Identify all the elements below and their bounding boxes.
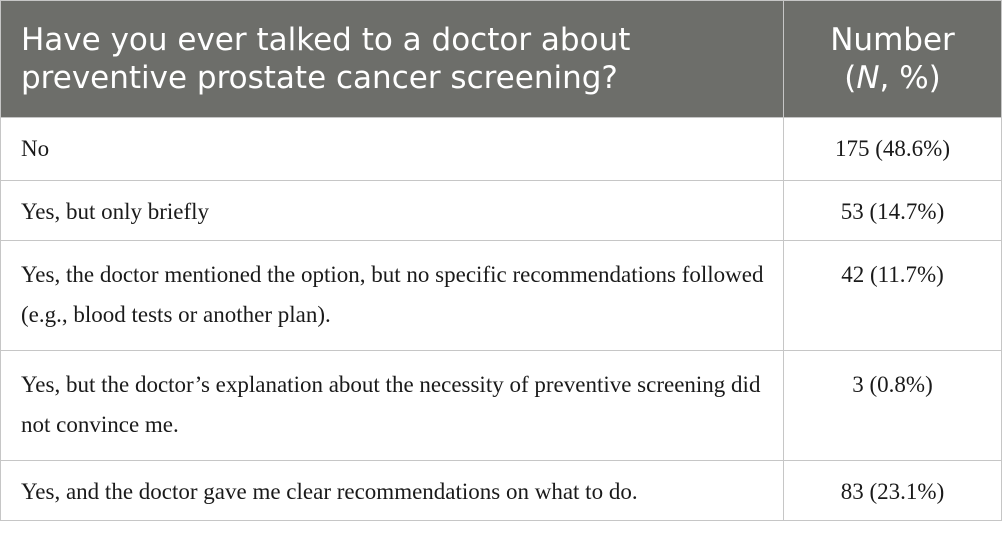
- value-cell: 3 (0.8%): [784, 351, 1002, 461]
- number-header-suffix: , %): [879, 60, 941, 96]
- answer-cell: Yes, but only briefly: [1, 181, 784, 241]
- question-header: Have you ever talked to a doctor about preventive prostate cancer screening?: [1, 1, 784, 118]
- table-row: [1, 351, 1002, 461]
- value-cell: 53 (14.7%): [784, 181, 1002, 241]
- table-row: [1, 241, 1002, 351]
- value-cell: 42 (11.7%): [784, 241, 1002, 351]
- number-header: [784, 1, 1002, 118]
- value-cell: 83 (23.1%): [784, 461, 1002, 521]
- table-header: [1, 1, 1002, 118]
- table-row: [1, 118, 1002, 181]
- number-header-line1: Number: [830, 22, 955, 58]
- table-row: [1, 181, 1002, 241]
- answer-cell: No: [1, 118, 784, 181]
- answer-cell: Yes, but the doctor’s explanation about the necessity of preventive screening did not convince me.: [1, 351, 784, 461]
- number-header-n: N: [856, 60, 880, 96]
- number-header-line2: [844, 60, 941, 96]
- table-body: [1, 118, 1002, 521]
- answer-cell: Yes, and the doctor gave me clear recommendations on what to do.: [1, 461, 784, 521]
- number-header-paren-open: (: [844, 60, 857, 96]
- table-row: [1, 461, 1002, 521]
- value-cell: 175 (48.6%): [784, 118, 1002, 181]
- answer-cell: Yes, the doctor mentioned the option, but no specific recommendations followed (e.g., blood tests or another plan).: [1, 241, 784, 351]
- header-row: [1, 1, 1002, 118]
